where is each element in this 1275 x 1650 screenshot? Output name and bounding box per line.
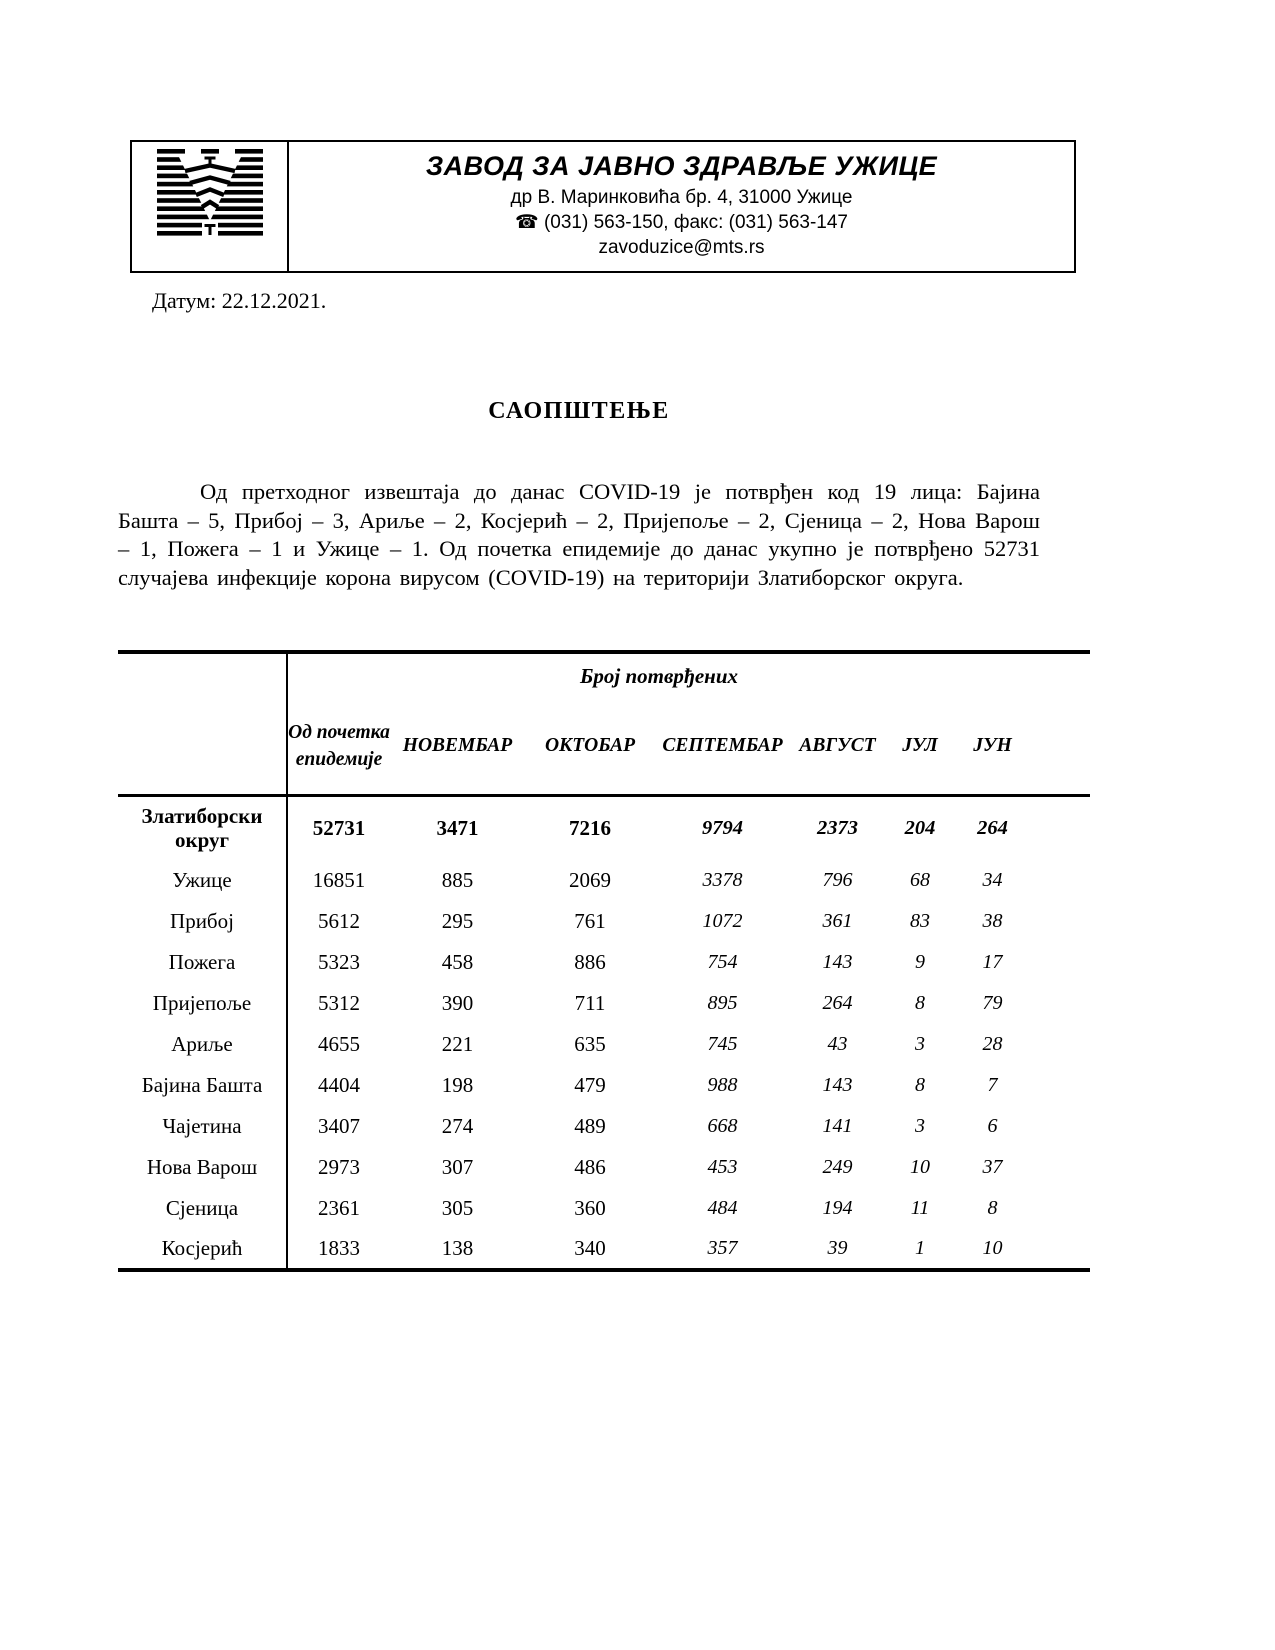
value-cell: 988	[707, 1073, 738, 1096]
value-cell: 307	[441, 1154, 474, 1179]
value-cell: 484	[707, 1196, 738, 1219]
table-columns-row	[118, 698, 1090, 796]
table-row	[118, 796, 1090, 860]
table-row	[118, 860, 1090, 901]
value-cell: 668	[707, 1114, 738, 1137]
table-row	[118, 1065, 1090, 1106]
letterhead-text	[289, 142, 1074, 271]
municipality-name: Ариље	[171, 1032, 233, 1056]
value-cell: 221	[441, 1031, 474, 1056]
column-header: НОВЕМБАР	[390, 698, 525, 796]
value-cell: 453	[707, 1155, 738, 1178]
value-cell: 8	[987, 1196, 998, 1219]
value-cell: 895	[707, 991, 738, 1014]
value-cell: 2373	[817, 816, 858, 839]
value-cell: 458	[441, 949, 474, 974]
logo-cell	[132, 142, 289, 271]
value-cell: 198	[441, 1072, 474, 1097]
letterhead	[130, 140, 1076, 273]
spacer-cell	[1030, 698, 1090, 796]
phone-icon: ☎	[514, 210, 539, 233]
value-cell: 141	[822, 1114, 853, 1137]
value-cell: 6	[987, 1114, 998, 1137]
institute-logo-icon	[157, 149, 263, 239]
empty-corner-cell	[118, 652, 287, 698]
value-cell: 2069	[569, 867, 611, 892]
value-cell: 138	[441, 1235, 474, 1260]
municipality-name: Пожега	[168, 950, 236, 974]
value-cell: 361	[822, 909, 853, 932]
org-name: ЗАВОД ЗА ЈАВНО ЗДРАВЉЕ УЖИЦЕ	[425, 151, 938, 181]
municipality-name: Сјеница	[165, 1196, 239, 1220]
table-group-header: Број потврђених	[287, 652, 1030, 698]
org-phone	[289, 210, 1074, 235]
value-cell: 754	[707, 950, 738, 973]
value-cell: 52731	[287, 796, 390, 860]
municipality-name: Ужице	[172, 868, 232, 892]
column-header: ОКТОБАР	[525, 698, 655, 796]
value-cell: 8	[915, 991, 925, 1014]
value-cell: 7216	[569, 815, 611, 840]
value-cell: 10	[910, 1155, 930, 1178]
org-address: др В. Маринковића бр. 4, 31000 Ужице	[510, 186, 853, 208]
table-row	[118, 1024, 1090, 1065]
spacer-cell	[1030, 1065, 1090, 1106]
table-row	[118, 901, 1090, 942]
value-cell: 37	[982, 1155, 1003, 1178]
spacer-cell	[1030, 1106, 1090, 1147]
spacer-cell	[1030, 1188, 1090, 1229]
covid-table-body	[118, 796, 1090, 1270]
municipality-name: Чајетина	[162, 1114, 242, 1138]
date-line: Датум: 22.12.2021.	[152, 288, 327, 313]
value-cell: 295	[441, 908, 474, 933]
spacer-cell	[1030, 942, 1090, 983]
covid-table	[118, 650, 1090, 1272]
value-cell: 3407	[287, 1106, 390, 1147]
value-cell: 305	[441, 1195, 474, 1220]
value-cell: 357	[707, 1236, 738, 1259]
phone-fax-text: (031) 563-150, факс: (031) 563-147	[543, 211, 849, 233]
value-cell: 761	[574, 908, 606, 933]
value-cell: 143	[822, 950, 853, 973]
value-cell: 10	[982, 1236, 1003, 1259]
value-cell: 16851	[287, 860, 390, 901]
value-cell: 3471	[436, 815, 479, 840]
column-header: ЈУН	[955, 698, 1030, 796]
value-cell: 7	[987, 1073, 998, 1096]
municipality-name: Бајина Башта	[141, 1073, 263, 1097]
municipality-name: Прибој	[170, 909, 234, 933]
value-cell: 489	[574, 1113, 606, 1138]
value-cell: 264	[822, 991, 853, 1014]
table-group-row	[118, 652, 1090, 698]
spacer-cell	[1030, 983, 1090, 1024]
value-cell: 886	[574, 949, 606, 974]
spacer-cell	[1030, 1229, 1090, 1270]
municipality-name: Пријепоље	[152, 991, 252, 1015]
spacer-cell	[1030, 1024, 1090, 1065]
value-cell: 5312	[287, 983, 390, 1024]
spacer-cell	[1030, 652, 1090, 698]
value-cell: 39	[827, 1236, 848, 1259]
spacer-cell	[1030, 796, 1090, 860]
value-cell: 1072	[702, 909, 743, 932]
municipality-name: Нова Варош	[146, 1155, 258, 1179]
value-cell: 34	[982, 868, 1003, 891]
value-cell: 635	[574, 1031, 606, 1056]
spacer-cell	[1030, 1147, 1090, 1188]
value-cell: 479	[574, 1072, 606, 1097]
value-cell: 885	[441, 867, 474, 892]
spacer-cell	[1030, 860, 1090, 901]
value-cell: 79	[982, 991, 1003, 1014]
empty-header-cell	[118, 698, 287, 796]
value-cell: 486	[574, 1154, 606, 1179]
value-cell: 1833	[287, 1229, 390, 1270]
value-cell: 3	[915, 1114, 925, 1137]
value-cell: 11	[910, 1196, 930, 1219]
table-row	[118, 983, 1090, 1024]
table-row	[118, 1188, 1090, 1229]
value-cell: 3	[915, 1032, 925, 1055]
value-cell: 360	[574, 1195, 606, 1220]
value-cell: 43	[827, 1032, 848, 1055]
value-cell: 2361	[287, 1188, 390, 1229]
value-cell: 68	[910, 868, 930, 891]
org-email: zavoduzice@mts.rs	[598, 236, 765, 258]
column-header: АВГУСТ	[790, 698, 885, 796]
value-cell: 83	[910, 909, 930, 932]
table-row	[118, 1229, 1090, 1270]
document-title: САОПШТЕЊЕ	[488, 398, 670, 424]
value-cell: 38	[982, 909, 1003, 932]
table-row	[118, 1147, 1090, 1188]
value-cell: 745	[707, 1032, 738, 1055]
value-cell: 4655	[287, 1024, 390, 1065]
column-header: Од почетка епидемије	[287, 698, 390, 796]
table-row	[118, 942, 1090, 983]
value-cell: 274	[441, 1113, 474, 1138]
value-cell: 2973	[287, 1147, 390, 1188]
value-cell: 390	[441, 990, 474, 1015]
value-cell: 796	[822, 868, 853, 891]
value-cell: 711	[574, 990, 606, 1015]
value-cell: 9	[915, 950, 925, 973]
value-cell: 204	[904, 816, 936, 839]
value-cell: 4404	[287, 1065, 390, 1106]
value-cell: 17	[982, 950, 1003, 973]
table-row	[118, 1106, 1090, 1147]
body-paragraph: Од претходног извештаја до данас COVID-19 је потврђен код 19 лица: Бајина Башта – 5, Прибој – 3, Ариље – 2, Косјерић – 2, Пријепоље – 2, Сјеница – 2, Нова Варош – 1, Пожега – 1 и Ужице – 1. Од почетка епидемије до данас укупно је потврђено 52731 случајева инфекције корона вирусом (COVID-19) на територији Златиборског округа.	[118, 479, 1040, 590]
value-cell: 8	[915, 1073, 925, 1096]
value-cell: 5612	[287, 901, 390, 942]
municipality-name: Златиборски округ	[141, 804, 263, 853]
column-header: СЕПТЕМБАР	[655, 698, 790, 796]
spacer-cell	[1030, 901, 1090, 942]
column-header: ЈУЛ	[885, 698, 955, 796]
value-cell: 249	[822, 1155, 853, 1178]
value-cell: 143	[822, 1073, 853, 1096]
value-cell: 194	[822, 1196, 853, 1219]
value-cell: 264	[977, 816, 1008, 839]
value-cell: 28	[982, 1032, 1003, 1055]
value-cell: 3378	[702, 868, 743, 891]
value-cell: 1	[915, 1236, 925, 1259]
value-cell: 340	[574, 1235, 606, 1260]
value-cell: 9794	[702, 816, 743, 839]
value-cell: 5323	[287, 942, 390, 983]
municipality-name: Косјерић	[161, 1236, 243, 1260]
